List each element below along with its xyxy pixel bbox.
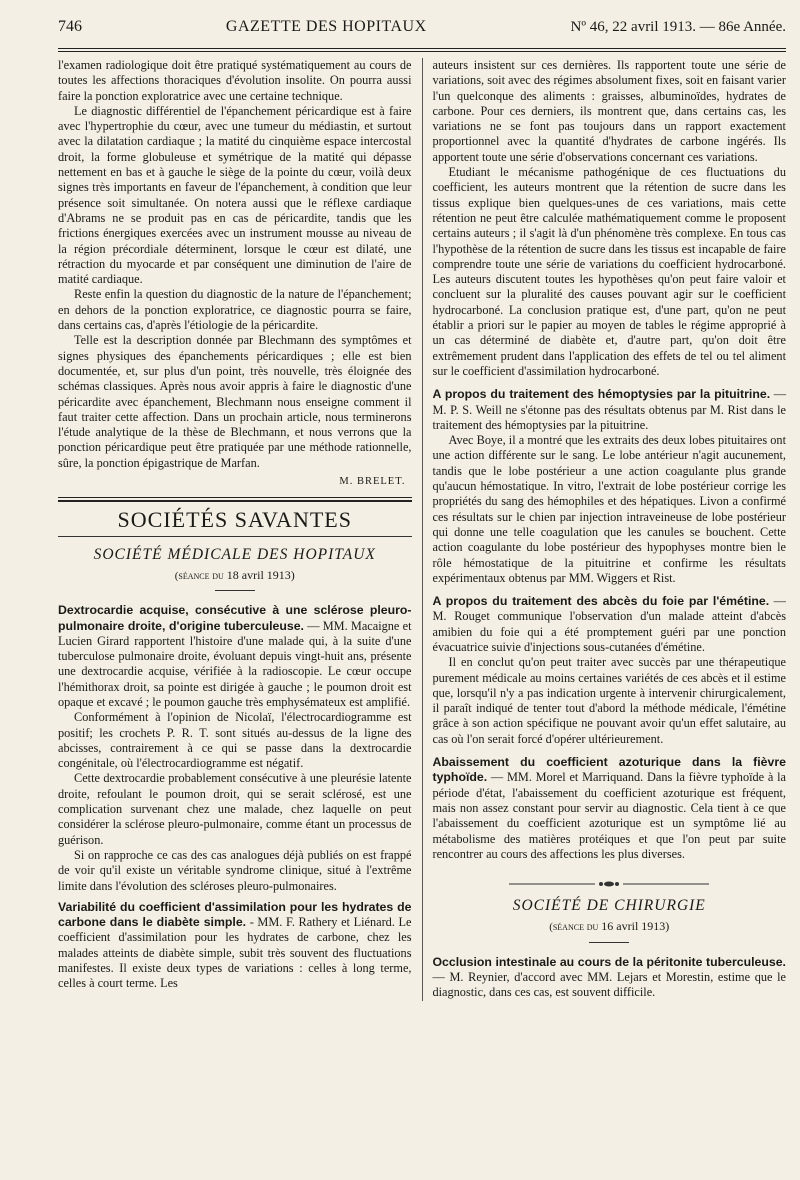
article bbox=[432, 387, 786, 433]
paragraph: auteurs insistent sur ces dernières. Ils rapportent toute une série de variations, soit avec des régimes absolument fixes, soit en faisant varier l'un quelconque des aliments : graisses, albuminoïdes, hydrates de carbone. Pour ces derniers, ils montrent que, dans certains cas, les variations ne se font pas toujours dans un rapport exactement proportionnel avec la quantité d'hydrates de carbone ingérés. Ils apportent toute une série d'observations concernant ces variations. bbox=[432, 58, 786, 164]
ornament-icon bbox=[509, 880, 709, 888]
paragraph: Il en conclut qu'on peut traiter avec succès par une thérapeutique purement médicale au moins certaines variétés de ces abcès et il estime que, lorsqu'il n'y a pas indication urgente à intervenir chirurgicalement, il paraît indiqué de tenter tout d'abord la méthode médicale, l'émétine grâce à son action spécifique ne pouvant avoir qu'un effet salutaire, au cas où l'on serait forcé d'opérer ultérieurement. bbox=[432, 655, 786, 746]
divider bbox=[58, 536, 412, 537]
article-text: — M. P. S. Weill ne s'étonne pas des résultats obtenus par M. Rist dans le traitement des hémoptysies par la pituitrine. bbox=[432, 387, 786, 432]
article bbox=[432, 755, 786, 862]
article-text: — MM. Morel et Marriquand. Dans la fièvre typhoïde à la période d'état, l'abaissement du coefficient azoturique est fréquent, mais non assez constant pour servir au diagnostic. Cela tient à ce que l'abaissement du coefficient azoturique est un symptôme lié au métabolisme des matières protéiques et que l'on peut par suite rencontrer au cours des affections les plus diverses. bbox=[432, 770, 786, 861]
paragraph: Conformément à l'opinion de Nicolaï, l'électrocardiogramme est positif; les crochets P. R. T. sont situés au-dessus de la ligne des abcisses, contrairement à ce qui se passe dans la dextrocardie congénitale, où l'électrocardiogramme est négatif. bbox=[58, 710, 412, 771]
paragraph: Telle est la description donnée par Blechmann des symptômes et signes physiques des épanchements péricardiques ; elle est bien documentée, et, sur plus d'un point, très nouvelle, très éloignée des schémas classiques. Après nous avoir appris à faire le diagnostic d'une péricardite avec épanchement, Blechmann nous enseigne comment il faut traiter cette affection. Dans un prochain article, nous terminerons l'étude analytique de la thèse de Blechmann, et nous verrons que la ponction péricardique peut être pratiquée par une méthode rationnelle, sûre, la ponction épigastrique de Marfan. bbox=[58, 333, 412, 470]
paragraph: l'examen radiologique doit être pratiqué systématiquement au cours de toutes les affections thoraciques d'évolution insolite. On pourra aussi faire la ponction exploratrice avec une certaine technique. bbox=[58, 58, 412, 103]
section-title: SOCIÉTÉS SAVANTES bbox=[117, 507, 352, 533]
paragraph: Cette dextrocardie probablement consécutive à une pleurésie latente droite, refoulant le poumon droit, qui se serait sclérosé, est une complication survenant chez une malade, chez laquelle on peut considérer la sclérose pleuro-pulmonaire, comme étant un processus de guérison. bbox=[58, 771, 412, 847]
article-text: — MM. Macaigne et Lucien Girard rapportent l'histoire d'une malade qui, à la suite d'une tuberculose pulmonaire droite, évoluant depuis vingt-huit ans, présente une dextrocardie acquise, vérifiée à la radioscopie. Le cœur occupe l'hémithorax droit, sa pointe est dirigée à gauche ; le poumon droit est opaque et excavé ; le poumon gauche très emphysémateux est amplifié. bbox=[58, 618, 412, 709]
paragraph: Si on rapproche ce cas des cas analogues déjà publiés on est frappé de voir qu'il existe un véritable syndrome clinique, situé à l'extrême limite dans l'évolution des scléroses pleuro-pulmonaires. bbox=[58, 847, 412, 893]
author-signature: M. BRELET. bbox=[339, 476, 406, 488]
paragraph: Avec Boye, il a montré que les extraits des deux lobes pituitaires ont une action différente sur le sang. Le lobe antérieur n'agit aucunement, tandis que le lobe postérieur a une action coagulante plus grande qu'aucun hémostatique. In vitro, l'extrait de lobe postérieur corrige les propriétés du sang des hémophiles et des hépatiques. Livon a confirmé ces résultats sur le chien par injection intraveineuse de lobe postérieur qui donne une telle coagulation que les canules se bouchent. Cette action coagulante du lobe postérieur des hypophyses montre bien le rôle hémostatique de la pituitrine et confirme les résultats expérimentaux obtenus par MM. Wiggers et Rist. bbox=[432, 433, 786, 585]
article-title: A propos du traitement des abcès du foie par l'émétine. bbox=[432, 594, 770, 609]
society-title: SOCIÉTÉ MÉDICALE DES HOPITAUX bbox=[93, 545, 376, 563]
article-title: Dextrocardie acquise, consécutive à une sclérose pleuro-pulmonaire droite, d'origine tuberculeuse. bbox=[58, 603, 412, 633]
article-text: — M. Reynier, d'accord avec MM. Lejars et Morestin, estime que le diagnostic, dans ces cas, est souvent difficile. bbox=[432, 970, 786, 1000]
divider bbox=[589, 942, 629, 943]
page-header bbox=[58, 18, 786, 40]
issue-date: Nº 46, 22 avril 1913. — 86e Année. bbox=[570, 19, 786, 35]
article bbox=[432, 594, 786, 655]
divider bbox=[215, 590, 255, 591]
article-title: A propos du traitement des hémoptysies par la pituitrine. bbox=[432, 387, 771, 402]
columns bbox=[58, 58, 786, 1001]
article bbox=[58, 603, 412, 710]
right-column bbox=[432, 58, 786, 1001]
page-number: 746 bbox=[58, 18, 82, 35]
article bbox=[432, 955, 786, 1001]
paragraph: Le diagnostic différentiel de l'épanchement péricardique est à faire avec l'hypertrophie du cœur, avec une tumeur du médiastin, et surtout avec la dilatation cardiaque ; la matité du cinquième espace intercostal droit, la forme globuleuse et symétrique de la matité qui dépasse nettement en bas et à gauche le siège de la pointe du cœur, voilà deux signes très importants en faveur de l'épanchement, à condition que leur présence soit simultanée. On notera aussi que le réflexe cardiaque d'Abrams ne se produit pas en cas de péricardite, tandis que les frictions énergiques exercées avec un instrument mousse au niveau de la région précordiale déterminent, lorsque le cœur est dilaté, une rétraction du myocarde et par conséquent une diminution de l'aire de matité cardiaque. bbox=[58, 103, 412, 287]
session-date: (séance du 18 avril 1913) bbox=[174, 567, 295, 582]
session-date: (séance du 16 avril 1913) bbox=[549, 919, 670, 934]
journal-title: GAZETTE DES HOPITAUX bbox=[225, 18, 427, 35]
article bbox=[58, 900, 412, 992]
ornament-divider bbox=[432, 880, 786, 888]
society-title: SOCIÉTÉ DE CHIRURGIE bbox=[512, 897, 706, 915]
column-separator bbox=[422, 58, 423, 1001]
paragraph: Etudiant le mécanisme pathogénique de ces fluctuations du coefficient, les auteurs montrent que la rétention de sucre dans les tissus explique bien quelques-unes de ces variations, mais cette rétention ne peut être calculée mathématiquement comme le proposent certains auteurs ; il s'agit là d'un phénomène très complexe. En tous cas l'hypothèse de la rétention de sucre dans les tissus est incapable de faire comprendre toute une série de variations du coefficient hydrocarboné. Les auteurs discutent toutes les hypothèses qu'on peut faire valoir et concluent sur la pluralité des causes pouvant agir sur le coefficient hydrocarboné. La conclusion pratique est, d'une part, qu'on ne peut établir a priori sur le papier au moyen de tables le régime approprié à un cas déterminé de diabète et, d'autre part, qu'on doit être extrêmement prudent dans l'application des effets de tel ou tel aliment sur le coefficient d'assimilation hydrocarboné. bbox=[432, 165, 786, 378]
article-title: Occlusion intestinale au cours de la péritonite tuberculeuse. bbox=[432, 954, 786, 969]
header-rule bbox=[58, 48, 786, 52]
article-text: — M. Rouget communique l'observation d'un malade atteint d'abcès amibien du foie qui a été promptement guéri par une ponction évacuatrice suivie d'injections sous-cutanées d'émétine. bbox=[432, 594, 786, 654]
article-title: Abaissement du coefficient azoturique dans la fièvre typhoïde. bbox=[432, 755, 786, 785]
left-column bbox=[58, 58, 412, 1001]
article-title: Variabilité du coefficient d'assimilation pour les hydrates de carbone dans le diabète simple. bbox=[58, 899, 412, 930]
section-rule bbox=[58, 497, 412, 502]
paragraph: Reste enfin la question du diagnostic de la nature de l'épanchement; en dehors de la ponction exploratrice, ce diagnostic pourra se faire, dans certains cas, d'après l'étiologie de la péricardite. bbox=[58, 287, 412, 333]
article-text: - MM. F. Rathery et Liénard. Le coefficient d'assimilation pour les hydrates de carbone, chez les malades atteints de diabète simple, subit très souvent des fluctuations manifestes. Il existe deux types de variations : celles à long terme, celles à court terme. Les bbox=[58, 915, 412, 991]
